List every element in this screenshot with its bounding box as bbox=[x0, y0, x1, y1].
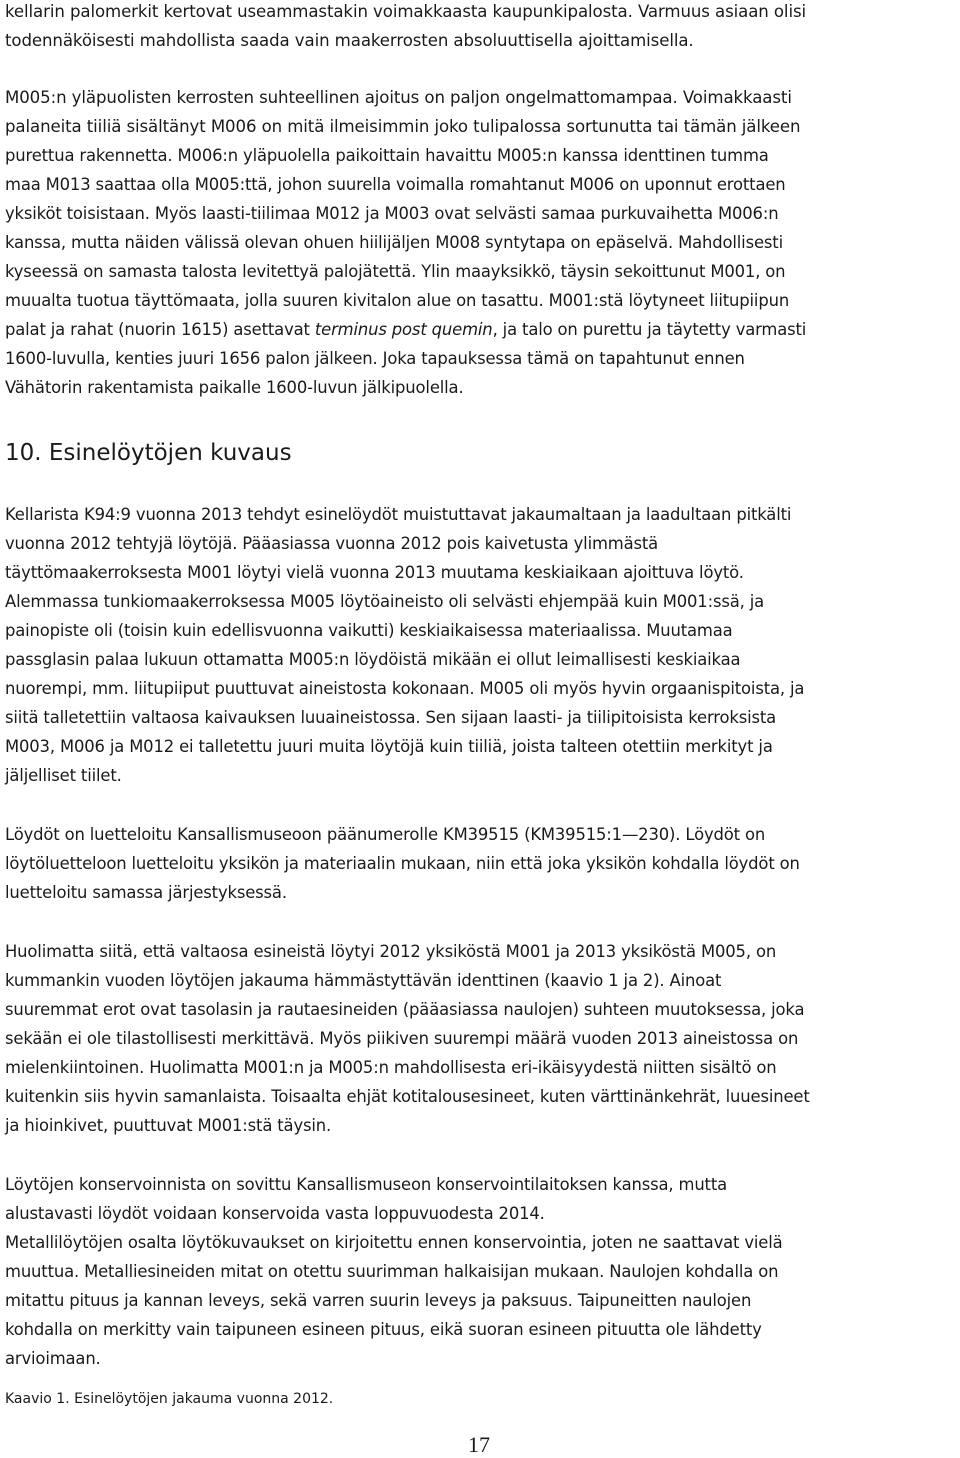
text-line-with-italic bbox=[5, 318, 806, 342]
text-line: muuttua. Metalliesineiden mitat on otettu suurimman halkaisijan mukaan. Naulojen kohdalla on bbox=[5, 1262, 779, 1281]
text-segment: , ja talo on purettu ja täytetty varmasti bbox=[492, 320, 807, 339]
text-line: muualta tuotua täyttömaata, jolla suuren kivitalon alue on tasattu. M001:stä löytyneet liitupiipun bbox=[5, 291, 790, 310]
text-line: Huolimatta siitä, että valtaosa esineistä löytyi 2012 yksiköstä M001 ja 2013 yksiköstä M005, on bbox=[5, 942, 777, 961]
text-line: ja hioinkivet, puuttuvat M001:stä täysin. bbox=[5, 1116, 332, 1135]
text-line: mitattu pituus ja kannan leveys, sekä varren suurin leveys ja paksuus. Taipuneitten naulojen bbox=[5, 1291, 752, 1310]
text-line: yksiköt toisistaan. Myös laasti-tiilimaa M012 ja M003 ovat selvästi samaa purkuvaihetta M006:n bbox=[5, 204, 779, 223]
text-line: löytöluetteloon luetteloitu yksikön ja materiaalin mukaan, niin että joka yksikön kohdalla löydöt on bbox=[5, 854, 800, 873]
text-line: arvioimaan. bbox=[5, 1349, 101, 1368]
text-line: M005:n yläpuolisten kerrosten suhteellinen ajoitus on paljon ongelmattomampaa. Voimakkaasti bbox=[5, 88, 792, 107]
text-line: purettua rakennetta. M006:n yläpuolella paikoittain havaittu M005:n kanssa identtinen tumma bbox=[5, 146, 769, 165]
text-line: 1600-luvulla, kenties juuri 1656 palon jälkeen. Joka tapauksessa tämä on tapahtunut ennen bbox=[5, 349, 745, 368]
text-line: siitä talletettiin valtaosa kaivauksen luuaineistossa. Sen sijaan laasti- ja tiilipitoisista kerroksista bbox=[5, 708, 777, 727]
text-line: kuitenkin siis hyvin samanlaista. Toisaalta ehjät kotitalousesineet, kuten värttinänkehrät, luuesineet bbox=[5, 1087, 810, 1106]
text-line: kyseessä on samasta talosta levitettyä palojätettä. Ylin maayksikkö, täysin sekoittunut M001, on bbox=[5, 262, 786, 281]
text-line: kohdalla on merkitty vain taipuneen esineen pituus, eikä suoran esineen pituutta ole lähdetty bbox=[5, 1320, 762, 1339]
text-line: jäljelliset tiilet. bbox=[5, 766, 122, 785]
text-line: luetteloitu samassa järjestyksessä. bbox=[5, 883, 287, 902]
text-line: kanssa, mutta näiden välissä olevan ohuen hiilijäljen M008 syntytapa on epäselvä. Mahdollisesti bbox=[5, 233, 783, 252]
text-line: palaneita tiiliä sisältänyt M006 on mitä ilmeisimmin joko tulipalossa sortunutta tai tämän jälkeen bbox=[5, 117, 801, 136]
italic-term: terminus post quemin bbox=[314, 320, 493, 339]
text-line: M003, M006 ja M012 ei talletettu juuri muita löytöjä kuin tiiliä, joista talteen otettiin merkityt ja bbox=[5, 737, 773, 756]
text-line: nuorempi, mm. liitupiiput puuttuvat aineistosta kokonaan. M005 oli myös hyvin orgaanispitoista, ja bbox=[5, 679, 805, 698]
text-line: alustavasti löydöt voidaan konservoida vasta loppuvuodesta 2014. bbox=[5, 1204, 545, 1223]
text-line: Löydöt on luetteloitu Kansallismuseoon päänumerolle KM39515 (KM39515:1—230). Löydöt on bbox=[5, 825, 766, 844]
text-line: täyttömaakerroksesta M001 löytyi vielä vuonna 2013 muutama keskiaikaan ajoittuva löytö. bbox=[5, 563, 744, 582]
text-line: sekään ei ole tilastollisesti merkittävä. Myös piikiven suurempi määrä vuoden 2013 aineistossa on bbox=[5, 1029, 799, 1048]
text-line: Metallilöytöjen osalta löytökuvaukset on kirjoitettu ennen konservointia, joten ne saattavat vielä bbox=[5, 1233, 783, 1252]
text-line: passglasin palaa lukuun ottamatta M005:n löydöistä mikään ei ollut leimallisesti keskiaikaa bbox=[5, 650, 741, 669]
text-line: todennäköisesti mahdollista saada vain maakerrosten absoluuttisella ajoittamisella. bbox=[5, 31, 694, 50]
text-line: mielenkiintoinen. Huolimatta M001:n ja M005:n mahdollisesta eri-ikäisyydestä niitten sisältö on bbox=[5, 1058, 777, 1077]
text-line: kellarin palomerkit kertovat useammastakin voimakkaasta kaupunkipalosta. Varmuus asiaan olisi bbox=[5, 2, 807, 21]
text-line: Vähätorin rakentamista paikalle 1600-luvun jälkipuolella. bbox=[5, 378, 464, 397]
text-line: maa M013 saattaa olla M005:ttä, johon suurella voimalla romahtanut M006 on uponnut erottaen bbox=[5, 175, 786, 194]
text-line: painopiste oli (toisin kuin edellisvuonna vaikutti) keskiaikaisessa materiaalissa. Muutamaa bbox=[5, 621, 733, 640]
text-line: Kellarista K94:9 vuonna 2013 tehdyt esinelöydöt muistuttavat jakaumaltaan ja laadultaan pitkälti bbox=[5, 505, 792, 524]
section-heading: 10. Esinelöytöjen kuvaus bbox=[5, 440, 292, 466]
text-line: Löytöjen konservoinnista on sovittu Kansallismuseon konservointilaitoksen kanssa, mutta bbox=[5, 1175, 727, 1194]
figure-caption: Kaavio 1. Esinelöytöjen jakauma vuonna 2012. bbox=[5, 1391, 334, 1407]
text-segment: palat ja rahat (nuorin 1615) asettavat bbox=[5, 320, 315, 339]
text-line: kummankin vuoden löytöjen jakauma hämmästyttävän identtinen (kaavio 1 ja 2). Ainoat bbox=[5, 971, 722, 990]
text-line: Alemmassa tunkiomaakerroksessa M005 löytöaineisto oli selvästi ehjempää kuin M001:ssä, ja bbox=[5, 592, 765, 611]
page-number: 17 bbox=[468, 1432, 490, 1457]
text-line: suuremmat erot ovat tasolasin ja rautaesineiden (pääasiassa naulojen) suhteen muutoksessa, joka bbox=[5, 1000, 805, 1019]
text-line: vuonna 2012 tehtyjä löytöjä. Pääasiassa vuonna 2012 pois kaivetusta ylimmästä bbox=[5, 534, 659, 553]
